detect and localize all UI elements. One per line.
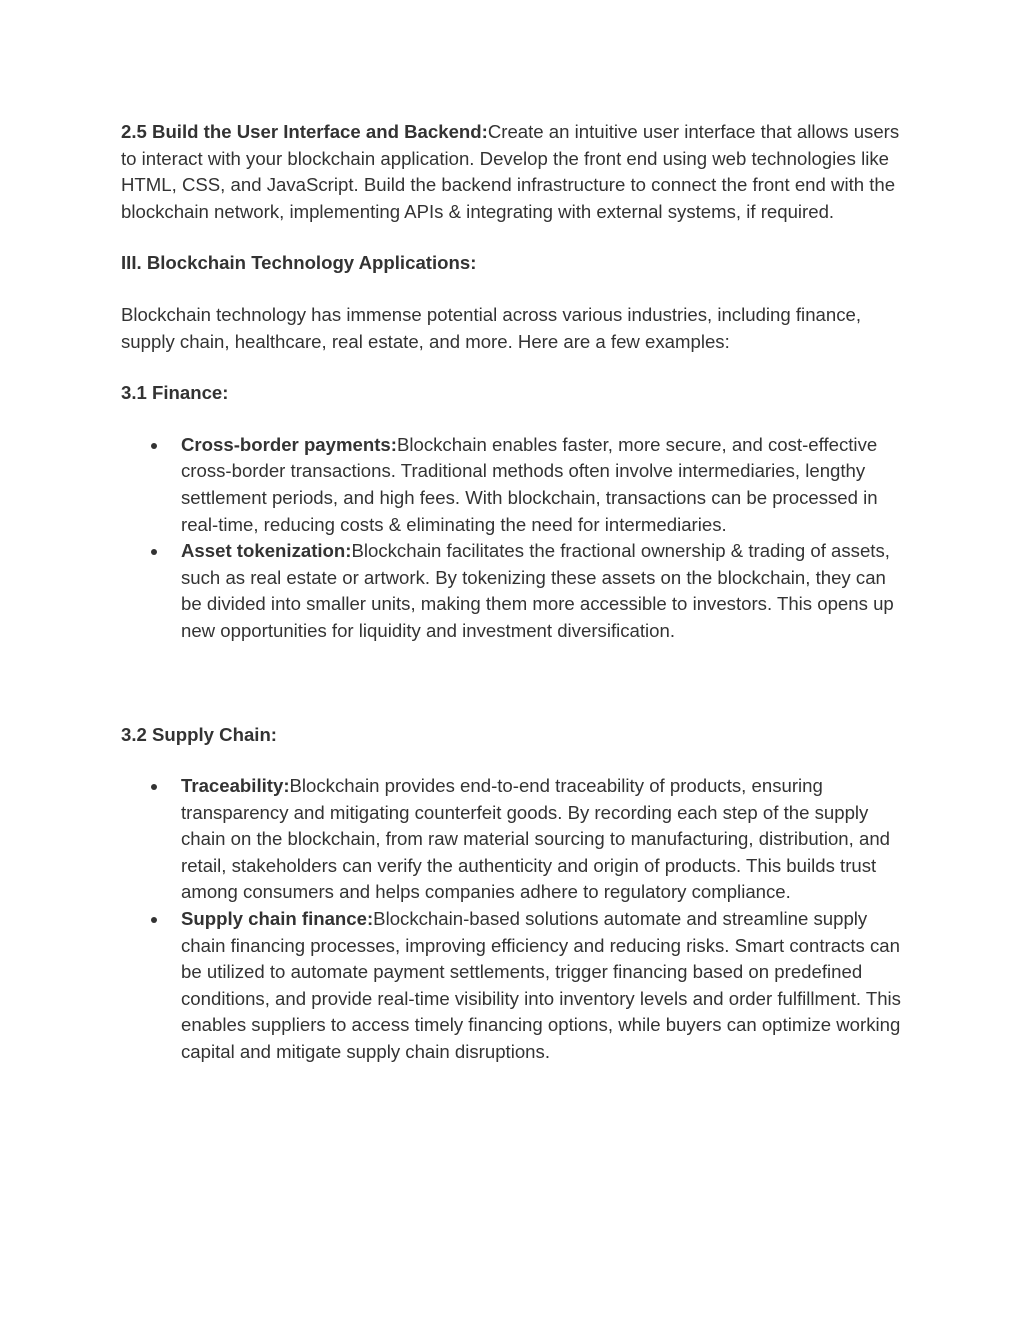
section-2-5-text: Create an intuitive user interface that allows users to interact with your blockchain application. Develop the front end using web technologies like HTML, CSS, and JavaScript. Build the backend infrastructure to connect the front end with the blockchain network, implementing APIs & integrating with external systems, if required. <box>121 121 900 222</box>
list-item-text: Blockchain provides end-to-end traceability of products, ensuring transparency and mitigating counterfeit goods. By recording each step of the supply chain on the blockchain, from raw material sourcing to manufacturing, distribution, and retail, stakeholders can verify the authenticity and origin of products. This builds trust among consumers and helps companies adhere to regulatory compliance. <box>181 775 890 903</box>
bullet-icon <box>151 917 157 923</box>
list-item-title: Traceability: <box>181 775 290 797</box>
section-2-5-paragraph <box>121 119 906 225</box>
list-item-text: Blockchain-based solutions automate and streamline supply chain financing processes, improving efficiency and reducing risks. Smart contracts can be utilized to automate payment settlements, trigger financing based on predefined conditions, and provide real-time visibility into inventory levels and order fulfillment. This enables suppliers to access timely financing options, while buyers can optimize working capital and mitigate supply chain disruptions. <box>181 908 901 1063</box>
bullet-icon <box>151 549 157 555</box>
list-item-title: Asset tokenization: <box>181 540 352 562</box>
list-item-title: Supply chain finance: <box>181 908 374 930</box>
supply-chain-bullet-list <box>121 773 906 1066</box>
list-item-text: Blockchain facilitates the fractional ownership & trading of assets, such as real estate or artwork. By tokenizing these assets on the blockchain, they can be divided into smaller units, making them more accessible to investors. This opens up new opportunities for liquidity and investment diversification. <box>181 540 894 641</box>
document-body <box>121 119 906 1066</box>
spacer <box>121 645 906 722</box>
section-iii-heading: III. Blockchain Technology Applications: <box>121 252 477 274</box>
list-item <box>181 773 906 906</box>
bullet-icon <box>151 784 157 790</box>
bullet-icon <box>151 443 157 449</box>
section-3-1-heading: 3.1 Finance: <box>121 382 229 404</box>
list-item <box>181 906 906 1066</box>
section-3-2-heading: 3.2 Supply Chain: <box>121 723 278 745</box>
list-item-title: Cross-border payments: <box>181 433 397 455</box>
section-2-5-heading: 2.5 Build the User Interface and Backend: <box>121 121 488 142</box>
list-item <box>181 538 906 644</box>
finance-bullet-list <box>121 432 906 645</box>
section-iii-intro: Blockchain technology has immense potential across various industries, including finance, supply chain, healthcare, real estate, and more. Here are a few examples: <box>121 303 862 352</box>
list-item-text: Blockchain enables faster, more secure, and cost-effective cross-border transactions. Traditional methods often involve intermediaries, lengthy settlement periods, and high fees. With blockchain, transactions can be processed in real-time, reducing costs & eliminating the need for intermediaries. <box>181 433 878 535</box>
list-item <box>181 432 906 538</box>
